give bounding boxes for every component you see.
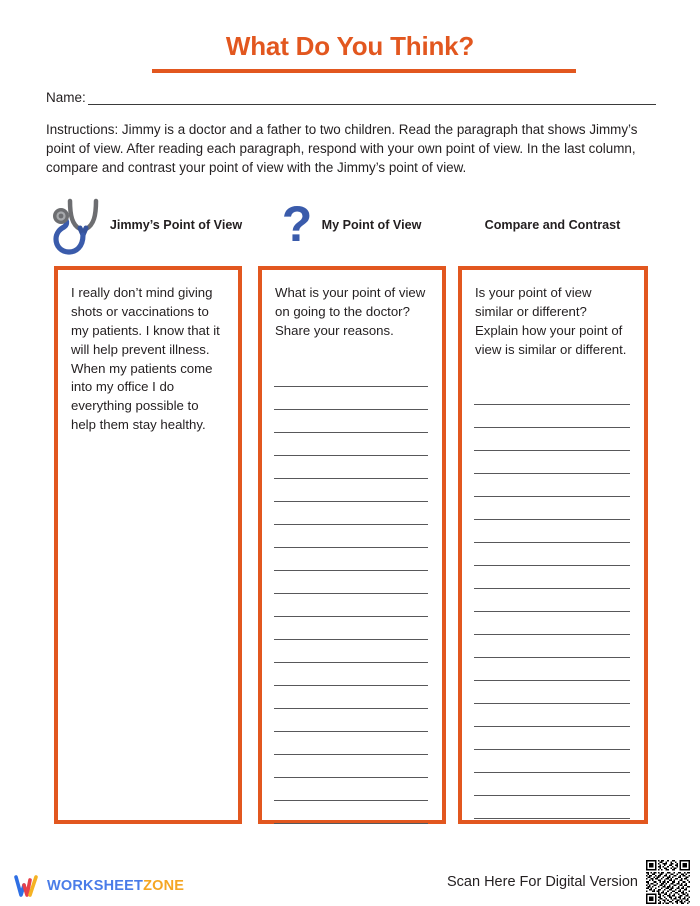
writing-lines-compare-and-contrast[interactable] <box>474 382 630 819</box>
worksheet-zone-logo[interactable] <box>14 874 184 898</box>
column-header-label: My Point of View <box>321 218 422 233</box>
logo-zone-text: ZONE <box>143 878 185 894</box>
writing-line[interactable] <box>274 479 428 502</box>
column-header-jimmys-point-of-view <box>46 192 246 260</box>
compare-contrast-prompt: Is your point of view similar or different? Explain how your point of view is similar or different. <box>475 285 627 357</box>
column-headers <box>46 192 654 260</box>
my-point-of-view-prompt: What is your point of view on going to the doctor? Share your reasons. <box>275 285 426 338</box>
writing-line[interactable] <box>474 681 630 704</box>
writing-line[interactable] <box>474 520 630 543</box>
writing-line[interactable] <box>474 589 630 612</box>
answer-box-compare-and-contrast[interactable] <box>458 266 648 824</box>
writing-line[interactable] <box>474 773 630 796</box>
column-header-label: Jimmy’s Point of View <box>109 218 243 233</box>
writing-line[interactable] <box>274 571 428 594</box>
writing-line[interactable] <box>474 451 630 474</box>
writing-line[interactable] <box>474 727 630 750</box>
scan-digital-version[interactable] <box>447 860 690 904</box>
writing-line[interactable] <box>474 750 630 773</box>
title-underline <box>152 69 576 73</box>
writing-line[interactable] <box>474 428 630 451</box>
writing-line[interactable] <box>274 525 428 548</box>
writing-line[interactable] <box>274 548 428 571</box>
writing-line[interactable] <box>474 566 630 589</box>
writing-line[interactable] <box>274 686 428 709</box>
writing-line[interactable] <box>274 456 428 479</box>
writing-line[interactable] <box>474 635 630 658</box>
qr-code-icon[interactable] <box>646 860 690 904</box>
name-field-row <box>46 90 656 105</box>
writing-line[interactable] <box>274 778 428 801</box>
writing-line[interactable] <box>274 709 428 732</box>
name-input-line[interactable] <box>88 91 656 105</box>
writing-line[interactable] <box>474 474 630 497</box>
question-mark-icon <box>276 195 318 257</box>
page-title: What Do You Think? <box>225 31 475 61</box>
writing-line[interactable] <box>274 364 428 387</box>
writing-line[interactable] <box>474 612 630 635</box>
answer-box-my-point-of-view[interactable] <box>258 266 446 824</box>
column-header-compare-and-contrast <box>451 192 654 260</box>
writing-line[interactable] <box>274 433 428 456</box>
column-header-my-point-of-view <box>251 192 446 260</box>
writing-line[interactable] <box>474 704 630 727</box>
scan-label: Scan Here For Digital Version <box>447 874 638 890</box>
writing-line[interactable] <box>474 796 630 819</box>
writing-line[interactable] <box>274 617 428 640</box>
writing-line[interactable] <box>274 640 428 663</box>
w-logo-icon <box>14 874 40 898</box>
column-header-label: Compare and Contrast <box>484 218 621 233</box>
writing-line[interactable] <box>474 405 630 428</box>
jimmys-paragraph: I really don’t mind giving shots or vaccinations to my patients. I know that it will help prevent illness. When my patients come into my office I do everything possible to help them stay healthy. <box>71 285 220 433</box>
svg-text:?: ? <box>281 196 312 252</box>
page-title-wrap <box>0 32 700 61</box>
writing-line[interactable] <box>474 497 630 520</box>
writing-line[interactable] <box>274 755 428 778</box>
answer-box-jimmys-point-of-view <box>54 266 242 824</box>
name-label: Name: <box>46 90 86 105</box>
writing-lines-my-point-of-view[interactable] <box>274 364 428 824</box>
writing-line[interactable] <box>274 387 428 410</box>
logo-worksheet-text: WORKSHEET <box>47 878 144 894</box>
writing-line[interactable] <box>474 543 630 566</box>
writing-line[interactable] <box>274 801 428 824</box>
writing-line[interactable] <box>274 663 428 686</box>
writing-line[interactable] <box>274 502 428 525</box>
instructions-text: Instructions: Jimmy is a doctor and a father to two children. Read the paragraph that shows Jimmy’s point of view. After reading each paragraph, respond with your own point of view. In the last column, compare and contrast your point of view with the Jimmy’s point of view. <box>46 122 638 176</box>
stethoscope-icon <box>50 195 106 257</box>
writing-line[interactable] <box>474 658 630 681</box>
logo-wordmark <box>47 878 184 894</box>
writing-line[interactable] <box>274 410 428 433</box>
writing-line[interactable] <box>274 594 428 617</box>
writing-line[interactable] <box>274 732 428 755</box>
writing-line[interactable] <box>474 382 630 405</box>
